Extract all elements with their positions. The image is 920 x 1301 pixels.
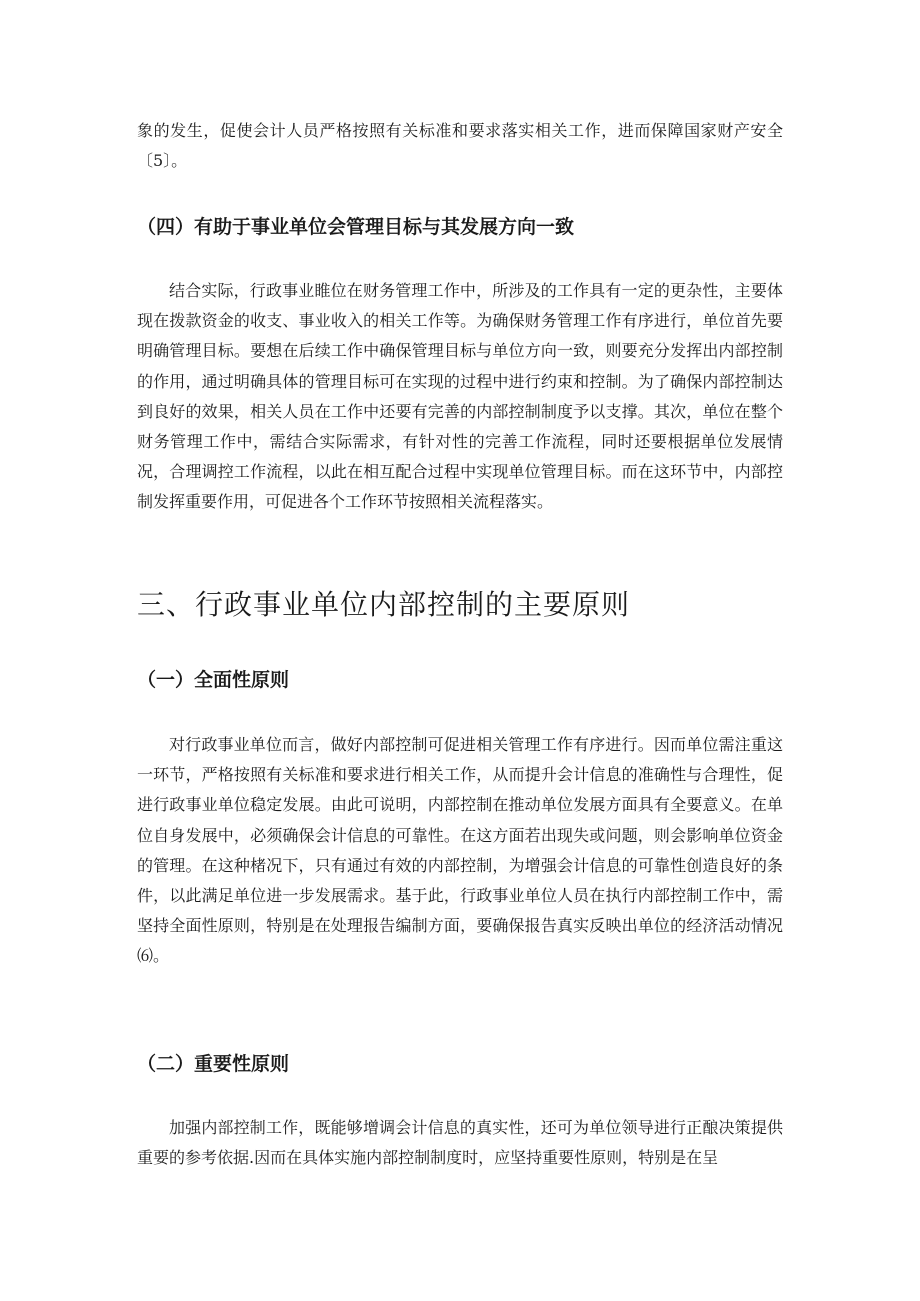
paragraph-importance-principle: 加强内部控制工作，既能够增调会计信息的真实性，还可为单位领导进行正酿决策提供重要的参考依据.因而在具体实施内部控制制度时，应坚持重要性原则，特别是在呈 bbox=[137, 1118, 783, 1168]
subsection-heading-4: （四）有助于事业单位会管理目标与其发展方向一致 bbox=[137, 216, 575, 238]
section-heading-3: 三、行政事业单位内部控制的主要原则 bbox=[137, 588, 631, 621]
paragraph-continuation: 象的发生，促使会计人员严格按照有关标准和要求落实相关工作，进而保障国家财产安全〔5〕。 bbox=[137, 121, 783, 171]
paragraph-management-goals: 结合实际，行政事业睢位在财务管理工作中，所涉及的工作具有一定的更杂性，主要体现在拨款资金的收支、事业收入的相关工作等。为确保财务管理工作有序进行，单位首先要明确管理目标。要想在后续工作中确保管理目标与单位方向一致，则要充分发挥出内部控制的作用，通过明确具体的管理目标可在实现的过程中进行约束和控制。为了确保内部控制达到良好的效果，相关人员在工作中还要有完善的内部控制制度予以支撑。其次，单位在整个财务管理工作中，需结合实际需求，有针对性的完善工作流程，同时还要根据单位发展情况，合理调控工作流程，以此在相互配合过程中实现单位管理目标。而在这环节中，内部控制发挥重要作用，可促进各个工作环节按照相关流程落实。 bbox=[137, 281, 783, 512]
subsection-heading-1: （一）全面性原则 bbox=[137, 669, 290, 691]
subsection-heading-2: （二）重要性原则 bbox=[137, 1053, 290, 1075]
paragraph-comprehensive-principle: 对行政事业单位而言，做好内部控制可促进相关管理工作有序进行。因而单位需注重这一环节，严格按照有关标准和要求进行相关工作，从而提升会计信息的准确性与合理性，促进行政事业单位稳定发展。由此可说明，内部控制在推动单位发展方面具有全要意义。在单位自身发展中，必须确保会计信息的可靠性。在这方面若出现失或问题，则会影响单位资金的管理。在这种楮况下，只有通过有效的内部控制，为增强会计信息的可靠性创造良好的条件，以此满足单位进一步发展需求。基于此，行政事业单位人员在执行内部控制工作中，需坚持全面性原则，特别是在处理报告编制方面，要确保报告真实反映出单位的经济活动情况⑹。 bbox=[137, 735, 783, 966]
